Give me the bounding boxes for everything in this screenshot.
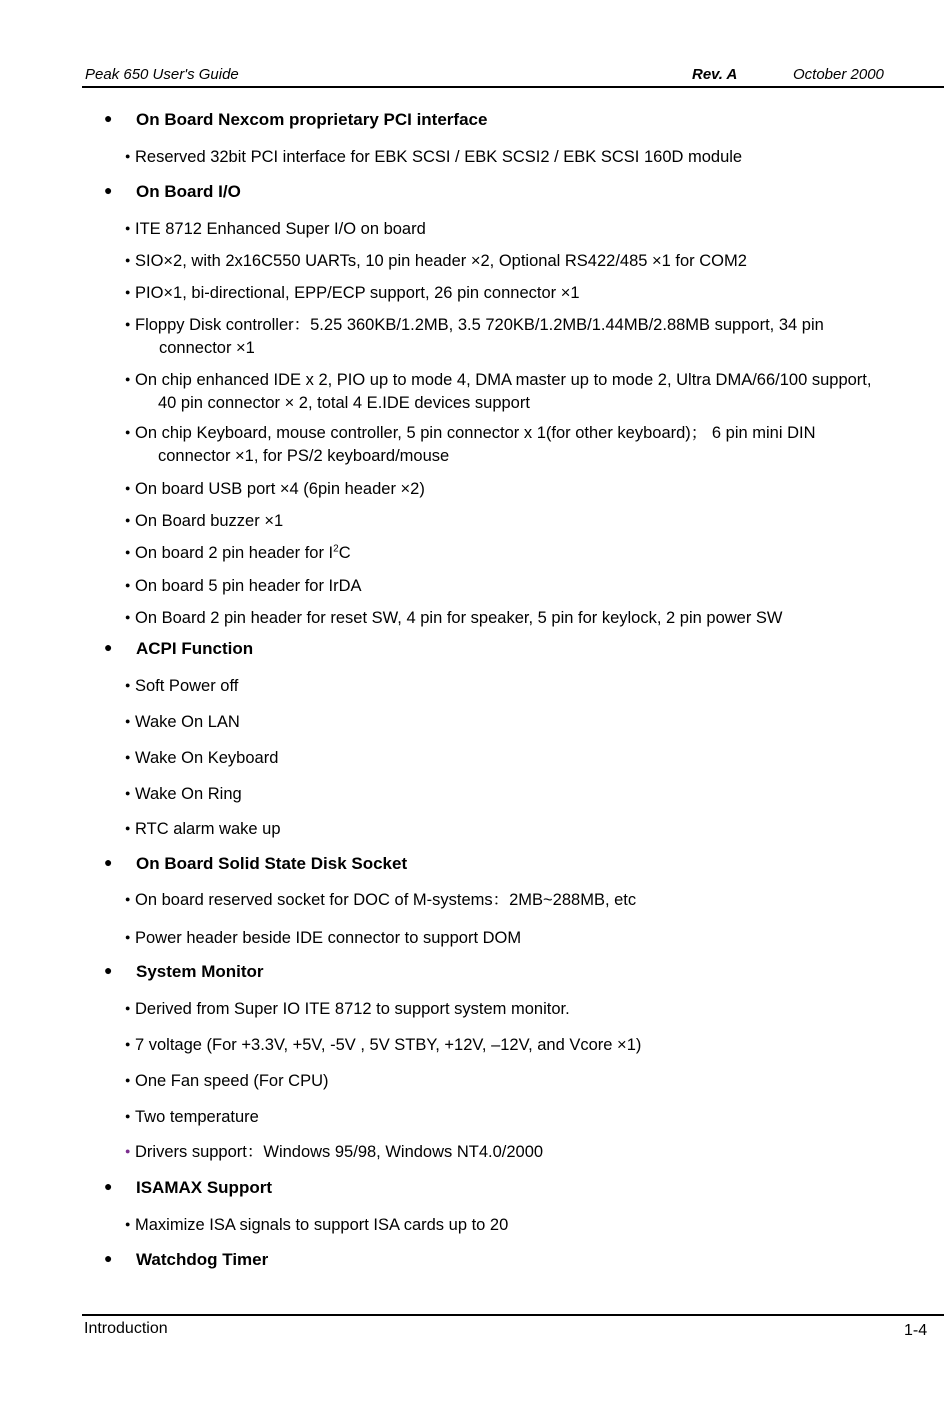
section-title: On Board I/O	[136, 182, 241, 201]
list-item	[125, 1034, 937, 1057]
item-text: On chip Keyboard, mouse controller, 5 pin connector x 1(for other keyboard)； 6 pin mini DIN	[135, 424, 816, 442]
bullet-icon: ●	[125, 1146, 131, 1157]
bullet-icon: ●	[125, 1111, 131, 1122]
bullet-icon: ●	[125, 223, 131, 234]
footer-rule	[82, 1314, 944, 1316]
list-item	[125, 889, 937, 912]
bullet-icon: ●	[104, 962, 113, 978]
bullet-icon: ●	[125, 515, 131, 526]
bullet-icon: ●	[125, 1219, 131, 1230]
list-item	[125, 478, 937, 501]
item-text: Soft Power off	[135, 677, 239, 695]
bullet-icon: ●	[125, 752, 131, 763]
bullet-icon: ●	[125, 287, 131, 298]
list-item	[125, 927, 937, 950]
list-item	[125, 607, 937, 630]
list-item	[125, 314, 937, 360]
item-text: Reserved 32bit PCI interface for EBK SCSI / EBK SCSI2 / EBK SCSI 160D module	[135, 148, 743, 166]
item-text: Wake On LAN	[135, 713, 240, 731]
list-item	[125, 1070, 937, 1093]
item-text: On board USB port ×4 (6pin header ×2)	[135, 480, 425, 498]
bullet-icon: ●	[104, 639, 113, 655]
bullet-icon: ●	[104, 182, 113, 198]
bullet-icon: ●	[125, 319, 131, 330]
page-number: 1-4	[904, 1322, 928, 1339]
bullet-icon: ●	[125, 547, 131, 558]
revision: Rev. A	[692, 66, 738, 83]
item-text: RTC alarm wake up	[135, 820, 281, 838]
bullet-icon: ●	[125, 1075, 131, 1086]
list-item	[125, 1141, 937, 1164]
bullet-icon: ●	[125, 894, 131, 905]
list-item	[125, 998, 937, 1021]
item-text: Wake On Ring	[135, 785, 242, 803]
bullet-icon: ●	[125, 680, 131, 691]
item-text: PIO×1, bi-directional, EPP/ECP support, 26 pin connector ×1	[135, 284, 580, 302]
list-item	[125, 575, 937, 598]
bullet-icon: ●	[125, 612, 131, 623]
bullet-icon: ●	[125, 255, 131, 266]
list-item	[125, 711, 937, 734]
chapter-name: Introduction	[84, 1320, 168, 1337]
bullet-icon: ●	[125, 932, 131, 943]
bullet-icon: ●	[125, 1003, 131, 1014]
item-text: SIO×2, with 2x16C550 UARTs, 10 pin header ×2, Optional RS422/485 ×1 for COM2	[135, 252, 747, 270]
item-text-continued: connector ×1, for PS/2 keyboard/mouse	[158, 447, 450, 466]
item-text: On board 5 pin header for IrDA	[135, 577, 362, 595]
section-title: On Board Nexcom proprietary PCI interface	[136, 110, 488, 129]
list-item	[125, 783, 937, 806]
list-item	[125, 146, 937, 169]
bullet-icon: ●	[125, 1039, 131, 1050]
bullet-icon: ●	[104, 854, 113, 870]
bullet-icon: ●	[104, 1178, 113, 1194]
list-item	[125, 422, 937, 468]
list-item	[125, 218, 937, 241]
bullet-icon: ●	[125, 823, 131, 834]
item-text: On Board 2 pin header for reset SW, 4 pin for speaker, 5 pin for keylock, 2 pin power SW	[135, 609, 783, 627]
item-text: On chip enhanced IDE x 2, PIO up to mode 4, DMA master up to mode 2, Ultra DMA/66/100 support,	[135, 371, 872, 389]
list-item	[125, 1106, 937, 1129]
date: October 2000	[793, 66, 884, 83]
bullet-icon: ●	[125, 151, 131, 162]
item-text: One Fan speed (For CPU)	[135, 1072, 329, 1090]
list-item	[125, 747, 937, 770]
item-text-continued: connector ×1	[159, 339, 255, 358]
list-item	[125, 510, 937, 533]
guide-title: Peak 650 User's Guide	[85, 66, 239, 83]
list-item	[125, 282, 937, 305]
item-text: Floppy Disk controller：5.25 360KB/1.2MB, 3.5 720KB/1.2MB/1.44MB/2.88MB support, 34 pin	[135, 316, 824, 334]
section-title: ISAMAX Support	[136, 1178, 272, 1197]
item-text: C	[338, 544, 351, 562]
section-title: On Board Solid State Disk Socket	[136, 854, 408, 873]
item-text: Derived from Super IO ITE 8712 to support system monitor.	[135, 1000, 570, 1018]
item-text-continued: 40 pin connector × 2, total 4 E.IDE devices support	[158, 394, 530, 413]
item-text: Two temperature	[135, 1108, 259, 1126]
item-text: Wake On Keyboard	[135, 749, 279, 767]
list-item	[125, 250, 937, 273]
bullet-icon: ●	[125, 716, 131, 727]
item-text: Maximize ISA signals to support ISA cards up to 20	[135, 1216, 509, 1234]
item-text: Power header beside IDE connector to support DOM	[135, 929, 522, 947]
bullet-icon: ●	[125, 580, 131, 591]
item-text: ITE 8712 Enhanced Super I/O on board	[135, 220, 426, 238]
list-item	[125, 675, 937, 698]
bullet-icon: ●	[125, 483, 131, 494]
superscript: 2	[333, 543, 339, 555]
list-item	[125, 1214, 937, 1237]
item-text: 7 voltage (For +3.3V, +5V, -5V , 5V STBY, +12V, –12V, and Vcore ×1)	[135, 1036, 642, 1054]
list-item	[125, 369, 937, 415]
item-text: Drivers support：Windows 95/98, Windows NT4.0/2000	[135, 1143, 544, 1161]
bullet-icon: ●	[104, 1250, 113, 1266]
section-title: Watchdog Timer	[136, 1250, 269, 1269]
item-text: On Board buzzer ×1	[135, 512, 284, 530]
bullet-icon: ●	[125, 788, 131, 799]
bullet-icon: ●	[104, 110, 113, 126]
item-text: On board reserved socket for DOC of M-systems：2MB~288MB, etc	[135, 891, 637, 909]
bullet-icon: ●	[125, 374, 131, 385]
section-title: System Monitor	[136, 962, 264, 981]
bullet-icon: ●	[125, 427, 131, 438]
list-item	[125, 542, 937, 565]
list-item	[125, 818, 937, 841]
item-text: On board 2 pin header for I	[135, 544, 334, 562]
section-title: ACPI Function	[136, 639, 254, 658]
